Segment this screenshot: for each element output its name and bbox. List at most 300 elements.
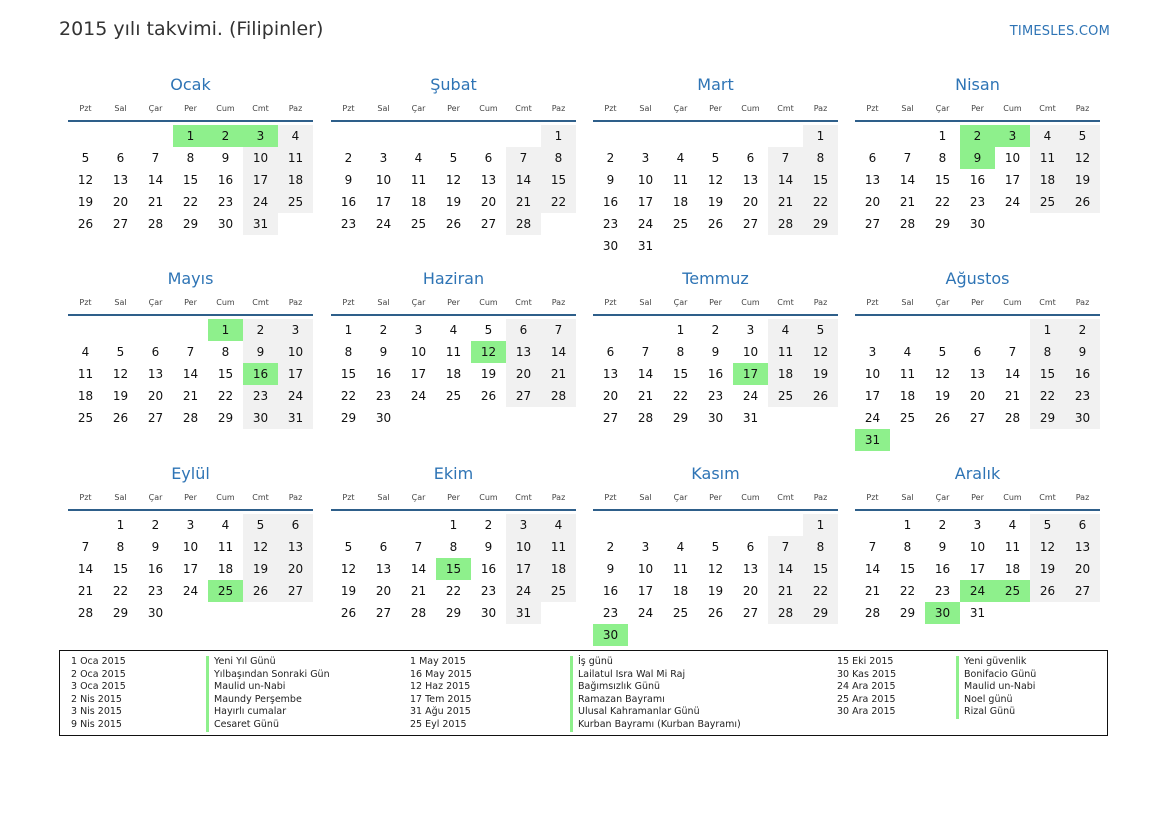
day-cell: 11 (410, 173, 427, 187)
header-rule (331, 120, 576, 122)
legend-holiday-name: Ramazan Bayramı (570, 694, 741, 707)
day-cell: 2 (151, 518, 160, 532)
weekday-label: Çar (673, 493, 688, 502)
day-cell: 4 (414, 151, 423, 165)
week-row (68, 169, 313, 191)
weekday-label: Per (447, 298, 460, 307)
empty-cell (995, 213, 1030, 235)
legend-holiday-name: Bonifacio Günü (956, 669, 1036, 682)
day-cell: 12 (340, 562, 357, 576)
week-row (855, 169, 1100, 191)
day-cell: 18 (672, 584, 689, 598)
weekday-label: Cum (1003, 298, 1022, 307)
day-cell: 17 (410, 367, 427, 381)
empty-cell (663, 125, 698, 147)
header-rule (855, 120, 1100, 122)
day-cell: 23 (969, 195, 986, 209)
legend-names-col-1 (206, 656, 330, 732)
day-cell: 22 (672, 389, 689, 403)
weekday-label: Pzt (866, 104, 879, 113)
empty-cell (995, 319, 1030, 341)
day-cell: 30 (480, 606, 497, 620)
weekend-day-cell: 21 (768, 191, 803, 213)
day-cell: 20 (742, 584, 759, 598)
day-cell: 22 (445, 584, 462, 598)
day-cell: 8 (676, 345, 685, 359)
day-cell: 28 (637, 411, 654, 425)
day-cell: 30 (969, 217, 986, 231)
day-cell: 20 (147, 389, 164, 403)
weekday-label: Pzt (342, 104, 355, 113)
legend-date: 30 Kas 2015 (837, 668, 897, 680)
day-cell: 29 (182, 217, 199, 231)
weekend-day-cell: 26 (243, 580, 278, 602)
legend-holiday-name: İş günü (570, 656, 741, 669)
weekday-label: Per (447, 104, 460, 113)
week-row (593, 536, 838, 558)
day-cell: 8 (344, 345, 353, 359)
empty-cell (243, 602, 278, 624)
empty-cell (506, 407, 541, 429)
empty-cell (803, 407, 838, 429)
empty-cell (855, 125, 890, 147)
legend-names-col-2 (570, 656, 741, 732)
legend-date: 3 Nis 2015 (71, 706, 122, 718)
day-cell: 4 (221, 518, 230, 532)
weekend-day-cell: 19 (243, 558, 278, 580)
day-cell: 16 (340, 195, 357, 209)
week-row (593, 147, 838, 169)
day-cell: 25 (672, 217, 689, 231)
weekend-day-cell: 8 (1030, 341, 1065, 363)
holiday-day-cell: 30 (925, 602, 960, 624)
empty-cell (173, 319, 208, 341)
week-row (68, 407, 313, 429)
month-name: Şubat (430, 75, 477, 94)
day-cell: 21 (410, 584, 427, 598)
header-rule (593, 509, 838, 511)
weekend-day-cell: 4 (768, 319, 803, 341)
weekend-day-cell: 23 (243, 385, 278, 407)
week-row (855, 319, 1100, 341)
weekday-label: Sal (377, 493, 390, 502)
day-cell: 31 (637, 239, 654, 253)
weekday-label: Paz (813, 298, 828, 307)
day-cell: 5 (711, 540, 720, 554)
day-cell: 14 (899, 173, 916, 187)
day-cell: 3 (379, 151, 388, 165)
day-cell: 23 (340, 217, 357, 231)
empty-cell (698, 235, 733, 257)
weekend-day-cell: 13 (1065, 536, 1100, 558)
day-cell: 13 (742, 173, 759, 187)
day-cell: 19 (77, 195, 94, 209)
weekend-day-cell: 28 (506, 213, 541, 235)
empty-cell (471, 407, 506, 429)
week-row (331, 580, 576, 602)
weekend-day-cell: 9 (243, 341, 278, 363)
weekday-label: Sal (901, 298, 914, 307)
legend-holiday-name: Yeni güvenlik (956, 656, 1036, 669)
day-cell: 27 (602, 411, 619, 425)
week-row (593, 169, 838, 191)
day-cell: 30 (707, 411, 724, 425)
day-cell: 29 (340, 411, 357, 425)
day-cell: 9 (711, 345, 720, 359)
weekday-label: Cum (216, 298, 235, 307)
month-8 (855, 268, 1100, 451)
weekday-label: Çar (148, 493, 163, 502)
legend-holiday-name: Maulid un-Nabi (206, 681, 330, 694)
day-cell: 3 (868, 345, 877, 359)
day-cell: 10 (637, 173, 654, 187)
day-cell: 19 (340, 584, 357, 598)
weekday-header (593, 488, 838, 508)
month-name: Eylül (171, 464, 210, 483)
weekday-label: Sal (377, 298, 390, 307)
weekend-day-cell: 15 (541, 169, 576, 191)
weekday-label: Çar (411, 104, 426, 113)
day-cell: 6 (606, 345, 615, 359)
empty-cell (960, 429, 995, 451)
empty-cell (278, 213, 313, 235)
day-cell: 4 (449, 323, 458, 337)
weekday-label: Pzt (604, 104, 617, 113)
weekend-day-cell: 20 (1065, 558, 1100, 580)
day-cell: 28 (410, 606, 427, 620)
weekday-label: Paz (551, 104, 566, 113)
empty-cell (593, 319, 628, 341)
week-row (593, 235, 838, 257)
month-name: Aralık (954, 464, 1001, 483)
legend-date: 12 Haz 2015 (410, 681, 471, 693)
weekend-day-cell: 29 (803, 213, 838, 235)
day-cell: 16 (147, 562, 164, 576)
weekend-day-cell: 11 (768, 341, 803, 363)
weekend-day-cell: 14 (506, 169, 541, 191)
day-cell: 3 (641, 151, 650, 165)
day-cell: 15 (340, 367, 357, 381)
day-cell: 10 (864, 367, 881, 381)
weekend-day-cell: 16 (1065, 363, 1100, 385)
empty-cell (68, 319, 103, 341)
holiday-day-cell: 2 (960, 125, 995, 147)
weekday-header (68, 99, 313, 119)
weekend-day-cell: 22 (803, 191, 838, 213)
week-row (331, 514, 576, 536)
day-cell: 8 (938, 151, 947, 165)
week-row (855, 514, 1100, 536)
empty-cell (628, 624, 663, 646)
weekend-day-cell: 27 (506, 385, 541, 407)
day-cell: 10 (1004, 151, 1021, 165)
day-cell: 15 (182, 173, 199, 187)
day-cell: 29 (112, 606, 129, 620)
empty-cell (1030, 429, 1065, 451)
weekend-day-cell: 21 (541, 363, 576, 385)
day-cell: 11 (672, 562, 689, 576)
weekend-day-cell: 14 (768, 169, 803, 191)
day-cell: 14 (864, 562, 881, 576)
day-cell: 14 (182, 367, 199, 381)
weekend-day-cell: 19 (1065, 169, 1100, 191)
week-row (855, 191, 1100, 213)
weekday-label: Cum (216, 104, 235, 113)
legend-date: 24 Ara 2015 (837, 681, 896, 693)
day-cell: 3 (641, 540, 650, 554)
week-row (593, 602, 838, 624)
day-cell: 4 (676, 151, 685, 165)
day-cell: 10 (637, 562, 654, 576)
weekend-day-cell: 22 (541, 191, 576, 213)
day-cell: 18 (217, 562, 234, 576)
weekend-day-cell: 17 (506, 558, 541, 580)
month-name: Temmuz (682, 269, 749, 288)
day-cell: 6 (746, 151, 755, 165)
brand-link[interactable]: TIMESLES.COM (1009, 24, 1110, 39)
empty-cell (401, 407, 436, 429)
empty-cell (628, 125, 663, 147)
weekday-header (593, 293, 838, 313)
week-row (68, 147, 313, 169)
legend-dates-col-1 (71, 656, 126, 732)
empty-cell (855, 319, 890, 341)
day-cell: 2 (606, 151, 615, 165)
weekend-day-cell: 14 (541, 341, 576, 363)
weekday-label: Per (971, 493, 984, 502)
weekday-label: Per (709, 298, 722, 307)
week-row (68, 363, 313, 385)
empty-cell (663, 624, 698, 646)
legend-dates-col-3 (837, 656, 896, 719)
day-cell: 10 (182, 540, 199, 554)
day-cell: 16 (934, 562, 951, 576)
empty-cell (593, 514, 628, 536)
weekend-day-cell: 31 (506, 602, 541, 624)
month-3 (593, 74, 838, 257)
empty-cell (768, 407, 803, 429)
empty-cell (628, 514, 663, 536)
empty-cell (331, 514, 366, 536)
day-cell: 16 (217, 173, 234, 187)
legend-holiday-name: Yeni Yıl Günü (206, 656, 330, 669)
weekday-label: Pzt (79, 104, 92, 113)
weekday-label: Cmt (252, 298, 269, 307)
holiday-day-cell: 30 (593, 624, 628, 646)
day-cell: 9 (151, 540, 160, 554)
day-cell: 18 (1004, 562, 1021, 576)
month-name: Kasım (691, 464, 740, 483)
empty-cell (855, 514, 890, 536)
weekend-day-cell: 11 (541, 536, 576, 558)
week-row (855, 385, 1100, 407)
day-cell: 13 (375, 562, 392, 576)
weekday-label: Per (184, 298, 197, 307)
empty-cell (1030, 602, 1065, 624)
day-cell: 27 (375, 606, 392, 620)
day-cell: 27 (742, 606, 759, 620)
day-cell: 1 (449, 518, 458, 532)
weekday-label: Per (447, 493, 460, 502)
week-row (593, 319, 838, 341)
weekday-header (855, 488, 1100, 508)
weekend-day-cell: 25 (1030, 191, 1065, 213)
header-rule (68, 509, 313, 511)
weekday-label: Sal (901, 104, 914, 113)
day-cell: 13 (112, 173, 129, 187)
weekend-day-cell: 12 (803, 341, 838, 363)
legend-date: 9 Nis 2015 (71, 718, 122, 730)
weekend-day-cell: 30 (243, 407, 278, 429)
weekday-label: Per (709, 104, 722, 113)
legend-holiday-name: Cesaret Günü (206, 719, 330, 732)
weekend-day-cell: 6 (278, 514, 313, 536)
week-row (593, 558, 838, 580)
weekday-label: Sal (901, 493, 914, 502)
weekend-day-cell: 19 (1030, 558, 1065, 580)
weekend-day-cell: 15 (1030, 363, 1065, 385)
month-12 (855, 463, 1100, 624)
holiday-legend (59, 650, 1108, 736)
day-cell: 29 (899, 606, 916, 620)
week-row (331, 125, 576, 147)
empty-cell (436, 407, 471, 429)
holiday-day-cell: 3 (995, 125, 1030, 147)
day-cell: 5 (116, 345, 125, 359)
weekday-label: Sal (114, 104, 127, 113)
day-cell: 5 (449, 151, 458, 165)
legend-date: 2 Oca 2015 (71, 668, 126, 680)
legend-date: 1 Oca 2015 (71, 656, 126, 667)
day-cell: 5 (344, 540, 353, 554)
day-cell: 10 (969, 540, 986, 554)
week-row (331, 536, 576, 558)
holiday-day-cell: 17 (733, 363, 768, 385)
weekday-label: Cmt (1039, 104, 1056, 113)
day-cell: 22 (899, 584, 916, 598)
weekend-day-cell: 23 (1065, 385, 1100, 407)
week-row (855, 558, 1100, 580)
weekday-header (593, 99, 838, 119)
weekend-day-cell: 8 (803, 147, 838, 169)
weekday-label: Paz (1075, 493, 1090, 502)
weekend-day-cell: 7 (768, 536, 803, 558)
day-cell: 29 (934, 217, 951, 231)
day-cell: 20 (375, 584, 392, 598)
day-cell: 19 (934, 389, 951, 403)
day-cell: 2 (938, 518, 947, 532)
day-cell: 26 (707, 217, 724, 231)
day-cell: 4 (81, 345, 90, 359)
empty-cell (1065, 602, 1100, 624)
weekend-day-cell: 18 (541, 558, 576, 580)
weekend-day-cell: 20 (506, 363, 541, 385)
day-cell: 24 (637, 217, 654, 231)
weekend-day-cell: 3 (278, 319, 313, 341)
weekday-label: Per (709, 493, 722, 502)
day-cell: 18 (672, 195, 689, 209)
day-cell: 3 (414, 323, 423, 337)
day-cell: 2 (344, 151, 353, 165)
day-cell: 11 (672, 173, 689, 187)
day-cell: 14 (410, 562, 427, 576)
day-cell: 22 (112, 584, 129, 598)
weekend-day-cell: 6 (506, 319, 541, 341)
day-cell: 26 (112, 411, 129, 425)
day-cell: 11 (445, 345, 462, 359)
day-cell: 6 (868, 151, 877, 165)
day-cell: 24 (864, 411, 881, 425)
empty-cell (366, 125, 401, 147)
empty-cell (698, 125, 733, 147)
weekday-label: Pzt (866, 298, 879, 307)
weekend-day-cell: 4 (541, 514, 576, 536)
day-cell: 19 (707, 195, 724, 209)
day-cell: 10 (742, 345, 759, 359)
holiday-day-cell: 25 (995, 580, 1030, 602)
day-cell: 15 (217, 367, 234, 381)
weekday-label: Paz (1075, 298, 1090, 307)
header-rule (593, 314, 838, 316)
day-cell: 14 (1004, 367, 1021, 381)
day-cell: 7 (151, 151, 160, 165)
day-cell: 23 (602, 606, 619, 620)
month-name: Mart (697, 75, 734, 94)
day-cell: 12 (445, 173, 462, 187)
weekday-label: Pzt (79, 298, 92, 307)
header-rule (68, 120, 313, 122)
day-cell: 21 (147, 195, 164, 209)
holiday-day-cell: 15 (436, 558, 471, 580)
day-cell: 20 (602, 389, 619, 403)
weekend-day-cell: 22 (1030, 385, 1065, 407)
weekend-day-cell: 20 (278, 558, 313, 580)
legend-holiday-name: Ulusal Kahramanlar Günü (570, 706, 741, 719)
week-row (331, 602, 576, 624)
weekday-label: Cum (479, 298, 498, 307)
weekend-day-cell: 28 (768, 213, 803, 235)
day-cell: 9 (221, 151, 230, 165)
weekday-label: Pzt (866, 493, 879, 502)
day-cell: 28 (899, 217, 916, 231)
empty-cell (278, 602, 313, 624)
month-6 (331, 268, 576, 429)
empty-cell (960, 319, 995, 341)
day-cell: 28 (1004, 411, 1021, 425)
month-4 (855, 74, 1100, 235)
weekend-day-cell: 18 (1030, 169, 1065, 191)
day-cell: 19 (480, 367, 497, 381)
day-cell: 20 (112, 195, 129, 209)
empty-cell (768, 514, 803, 536)
weekday-label: Çar (411, 493, 426, 502)
weekend-day-cell: 12 (1030, 536, 1065, 558)
legend-holiday-name: Noel günü (956, 694, 1036, 707)
weekday-header (331, 293, 576, 313)
empty-cell (331, 125, 366, 147)
weekday-label: Cum (216, 493, 235, 502)
week-row (855, 341, 1100, 363)
weekday-label: Çar (411, 298, 426, 307)
day-cell: 24 (182, 584, 199, 598)
weekend-day-cell: 15 (803, 169, 838, 191)
day-cell: 12 (112, 367, 129, 381)
day-cell: 14 (147, 173, 164, 187)
weekend-day-cell: 11 (1030, 147, 1065, 169)
legend-date: 2 Nis 2015 (71, 693, 122, 705)
day-cell: 22 (182, 195, 199, 209)
weekday-label: Per (971, 298, 984, 307)
